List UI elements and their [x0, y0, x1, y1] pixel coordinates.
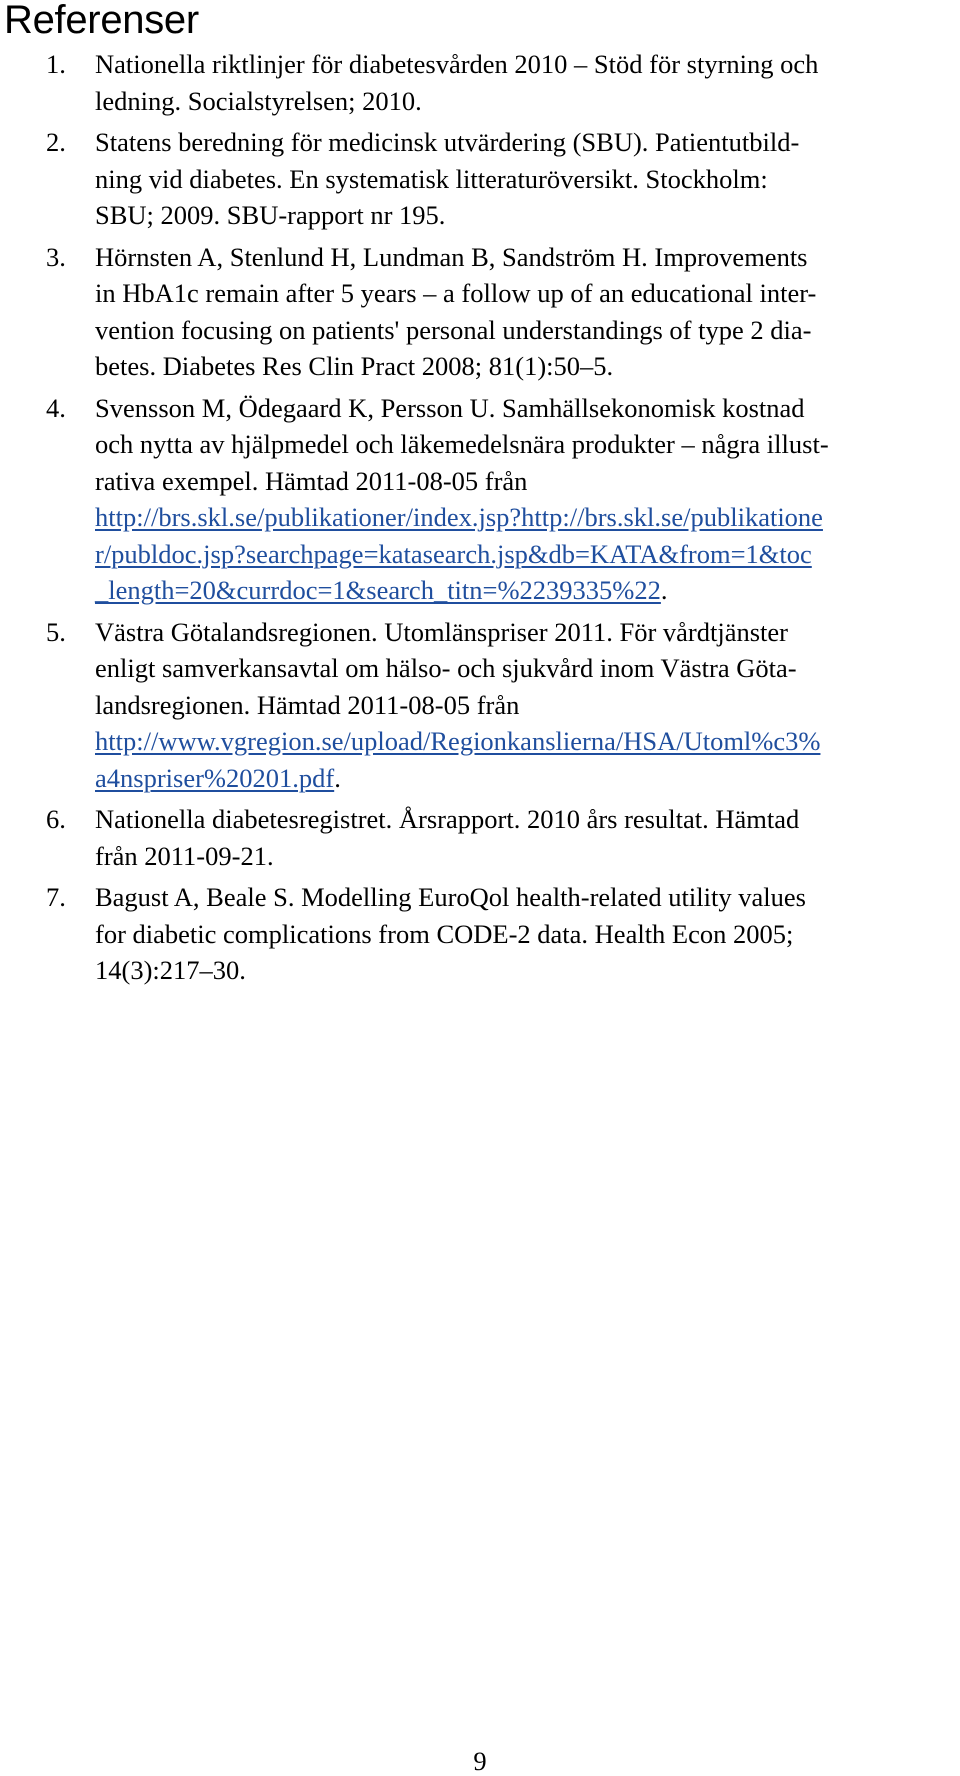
reference-line: Hörnsten A, Stenlund H, Lundman B, Sandström H. Improvements [95, 241, 808, 272]
reference-number: 6. [46, 804, 66, 834]
reference-url-line [95, 536, 955, 573]
reference-line: rativa exempel. Hämtad 2011-08-05 från [95, 465, 528, 496]
reference-number: 2. [46, 127, 66, 157]
reference-link[interactable]: a4nspriser%20201.pdf [95, 762, 335, 793]
reference-number: 7. [46, 882, 66, 912]
reference-line: Nationella riktlinjer för diabetesvården 2010 – Stöd för styrning och [95, 49, 819, 79]
reference-number: 3. [46, 241, 66, 272]
reference-line: vention focusing on patients' personal understandings of type 2 dia- [95, 314, 812, 345]
reference-line: 14(3):217–30. [95, 955, 246, 985]
reference-line: ning vid diabetes. En systematisk litteraturöversikt. Stockholm: [95, 163, 768, 194]
reference-text [95, 614, 955, 797]
reference-list [0, 46, 960, 994]
reference-item-1 [0, 46, 865, 119]
reference-text [95, 879, 955, 989]
reference-line: betes. Diabetes Res Clin Pract 2008; 81(1):50–5. [95, 351, 614, 381]
reference-line: Svensson M, Ödegaard K, Persson U. Samhällsekonomisk kostnad [95, 392, 805, 423]
reference-line: for diabetic complications from CODE-2 data. Health Econ 2005; [95, 918, 794, 949]
reference-url-line [95, 572, 955, 609]
reference-item-6 [0, 801, 865, 874]
reference-line: Västra Götalandsregionen. Utomlänspriser 2011. För vårdtjänster [95, 616, 788, 647]
reference-link[interactable]: r/publdoc.jsp?searchpage=katasearch.jsp&db=KATA&from=1&toc [95, 538, 812, 569]
reference-item-7 [0, 879, 865, 989]
reference-item-5 [0, 614, 865, 797]
reference-text [95, 124, 955, 234]
reference-url-line [95, 760, 955, 797]
reference-number: 1. [46, 49, 66, 79]
reference-number: 5. [46, 616, 66, 647]
reference-line: Statens beredning för medicinsk utvärdering (SBU). Patientutbild- [95, 127, 800, 157]
reference-line: från 2011-09-21. [95, 840, 274, 871]
reference-line: ledning. Socialstyrelsen; 2010. [95, 85, 422, 116]
reference-line: landsregionen. Hämtad 2011-08-05 från [95, 689, 520, 720]
reference-url-line [95, 723, 955, 760]
reference-number: 4. [46, 392, 66, 423]
reference-text [95, 46, 955, 119]
reference-item-2 [0, 124, 865, 234]
reference-text [95, 239, 955, 385]
reference-link[interactable]: http://brs.skl.se/publikationer/index.jsp?http://brs.skl.se/publikatione [95, 502, 823, 532]
reference-item-4 [0, 390, 865, 609]
reference-url-line [95, 499, 955, 536]
reference-item-3 [0, 239, 865, 385]
reference-line: och nytta av hjälpmedel och läkemedelsnära produkter – några illust- [95, 429, 829, 459]
reference-line: Bagust A, Beale S. Modelling EuroQol health-related utility values [95, 882, 806, 912]
reference-text [95, 390, 955, 609]
reference-link[interactable]: _length=20&currdoc=1&search_titn=%2239335%22 [95, 575, 661, 605]
reference-trailing-period: . [660, 575, 668, 605]
reference-line: in HbA1c remain after 5 years – a follow up of an educational inter- [95, 278, 817, 308]
reference-line: enligt samverkansavtal om hälso- och sjukvård inom Västra Göta- [95, 653, 797, 683]
reference-link[interactable]: http://www.vgregion.se/upload/Regionkanslierna/HSA/Utoml%c3% [95, 726, 821, 756]
page-number: 9 [473, 1746, 487, 1776]
reference-line: SBU; 2009. SBU-rapport nr 195. [95, 200, 446, 230]
reference-text [95, 801, 955, 874]
reference-line: Nationella diabetesregistret. Årsrapport. 2010 års resultat. Hämtad [95, 804, 800, 834]
page-heading: Referenser [4, 0, 199, 42]
reference-trailing-period: . [334, 762, 341, 793]
